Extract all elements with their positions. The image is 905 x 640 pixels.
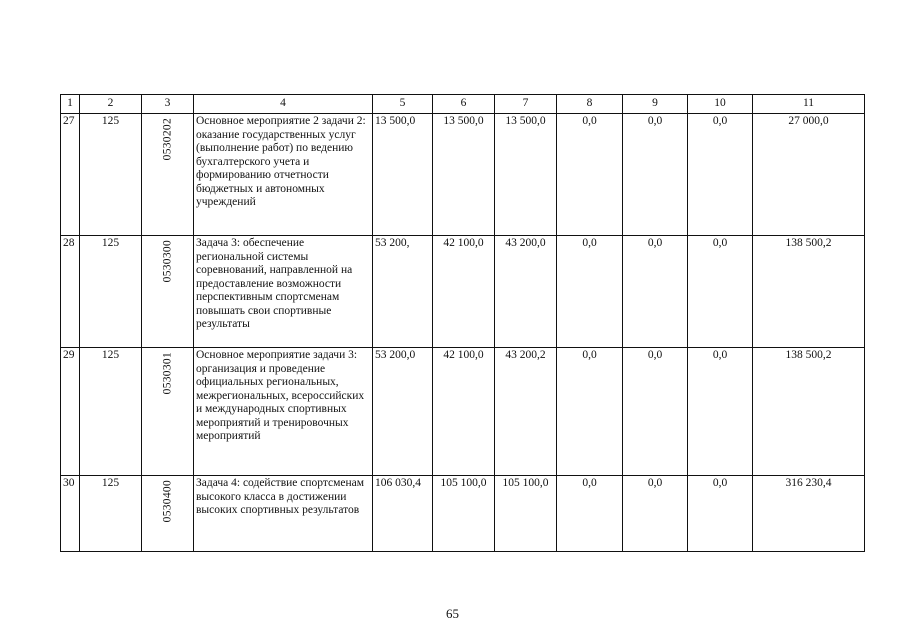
cell-description: Основное мероприятие задачи 3: организация и проведение официальных региональных, межрегиональных, всероссийских и международных спортивных мероприятий и тренировочных мероприятий bbox=[194, 348, 373, 476]
cell-col10: 0,0 bbox=[688, 114, 753, 236]
cell-col9: 0,0 bbox=[623, 114, 688, 236]
cell-col7: 43 200,2 bbox=[495, 348, 557, 476]
cell-col2: 125 bbox=[80, 476, 142, 552]
cell-col11: 138 500,2 bbox=[753, 236, 865, 348]
cell-col9: 0,0 bbox=[623, 476, 688, 552]
cell-col6: 42 100,0 bbox=[433, 348, 495, 476]
table-row bbox=[61, 236, 865, 348]
row-number: 30 bbox=[61, 476, 80, 552]
cell-col2: 125 bbox=[80, 236, 142, 348]
table-row bbox=[61, 348, 865, 476]
cell-col8: 0,0 bbox=[557, 476, 623, 552]
cell-code bbox=[142, 236, 194, 348]
cell-col11: 316 230,4 bbox=[753, 476, 865, 552]
cell-description: Основное мероприятие 2 задачи 2: оказание государственных услуг (выполнение работ) по ведению бухгалтерского учета и формированию отчетности бюджетных и автономных учреждений bbox=[194, 114, 373, 236]
cell-col9: 0,0 bbox=[623, 236, 688, 348]
cell-col5: 53 200,0 bbox=[373, 348, 433, 476]
cell-col2: 125 bbox=[80, 348, 142, 476]
cell-col11: 138 500,2 bbox=[753, 348, 865, 476]
header-cell: 8 bbox=[557, 95, 623, 114]
cell-code bbox=[142, 476, 194, 552]
cell-col9: 0,0 bbox=[623, 348, 688, 476]
cell-col6: 42 100,0 bbox=[433, 236, 495, 348]
header-cell: 1 bbox=[61, 95, 80, 114]
header-row bbox=[61, 95, 865, 114]
code-text: 0530300 bbox=[160, 240, 173, 283]
cell-description: Задача 4: содействие спортсменам высокого класса в достижении высоких спортивных результатов bbox=[194, 476, 373, 552]
header-cell: 4 bbox=[194, 95, 373, 114]
header-cell: 10 bbox=[688, 95, 753, 114]
cell-col8: 0,0 bbox=[557, 348, 623, 476]
row-number: 27 bbox=[61, 114, 80, 236]
cell-col5: 106 030,4 bbox=[373, 476, 433, 552]
table-row bbox=[61, 476, 865, 552]
cell-code bbox=[142, 348, 194, 476]
cell-code bbox=[142, 114, 194, 236]
header-cell: 2 bbox=[80, 95, 142, 114]
cell-col7: 105 100,0 bbox=[495, 476, 557, 552]
table-row bbox=[61, 114, 865, 236]
code-text: 0530400 bbox=[160, 480, 173, 523]
header-cell: 6 bbox=[433, 95, 495, 114]
header-cell: 3 bbox=[142, 95, 194, 114]
cell-description: Задача 3: обеспечение региональной системы соревнований, направленной на предоставление возможности перспективным спортсменам повышать свои спортивные результаты bbox=[194, 236, 373, 348]
header-cell: 7 bbox=[495, 95, 557, 114]
header-cell: 5 bbox=[373, 95, 433, 114]
row-number: 28 bbox=[61, 236, 80, 348]
cell-col7: 13 500,0 bbox=[495, 114, 557, 236]
cell-col10: 0,0 bbox=[688, 348, 753, 476]
cell-col5: 13 500,0 bbox=[373, 114, 433, 236]
cell-col10: 0,0 bbox=[688, 476, 753, 552]
cell-col10: 0,0 bbox=[688, 236, 753, 348]
cell-col7: 43 200,0 bbox=[495, 236, 557, 348]
cell-col11: 27 000,0 bbox=[753, 114, 865, 236]
cell-col8: 0,0 bbox=[557, 236, 623, 348]
page-number: 65 bbox=[446, 606, 459, 621]
budget-table bbox=[60, 94, 865, 552]
cell-col6: 13 500,0 bbox=[433, 114, 495, 236]
code-text: 0530202 bbox=[160, 118, 173, 161]
cell-col5: 53 200, bbox=[373, 236, 433, 348]
row-number: 29 bbox=[61, 348, 80, 476]
cell-col8: 0,0 bbox=[557, 114, 623, 236]
code-text: 0530301 bbox=[160, 352, 173, 395]
header-cell: 9 bbox=[623, 95, 688, 114]
cell-col6: 105 100,0 bbox=[433, 476, 495, 552]
header-cell: 11 bbox=[753, 95, 865, 114]
cell-col2: 125 bbox=[80, 114, 142, 236]
